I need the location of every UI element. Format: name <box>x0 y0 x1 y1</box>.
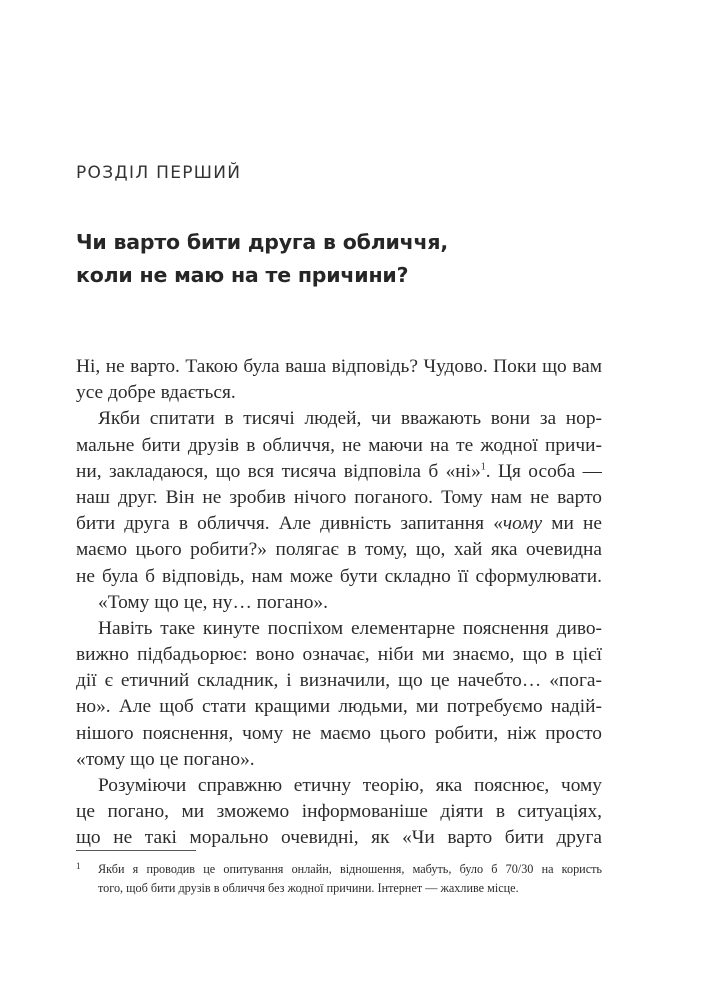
text-line: мальне бити друзів в обличчя, не маючи на те жодної причи- <box>76 434 602 456</box>
text-line <box>76 459 602 485</box>
text-line: но». Але щоб стати кращими людьми, ми потребуємо надій- <box>76 696 602 718</box>
text-line: що не такі морально очевидні, як «Чи варто бити друга <box>76 827 602 849</box>
text-line: усе добре вдається. <box>76 382 236 404</box>
chapter-title-line: коли не маю на те причини? <box>76 263 409 287</box>
text-line: вижно підбадьорює: воно означає, ніби ми знаємо, що в цієї <box>76 644 602 666</box>
text-line: наш друг. Він не зробив нічого поганого. Тому нам не варто <box>76 486 602 508</box>
footnote-divider <box>76 850 196 851</box>
text-line: нішого пояснення, чому не маємо цього робити, ніж просто <box>76 722 602 744</box>
text-line: «Тому що це, ну… погано». <box>98 591 328 613</box>
emphasis: чому <box>502 513 543 535</box>
text-segment: бити друга в обличчя. Але дивність запитання « <box>76 513 503 535</box>
text-line: Навіть таке кинуте поспіхом елементарне пояснення диво- <box>98 617 602 639</box>
text-segment: . Ця особа — <box>485 460 602 482</box>
text-line: Ні, не варто. Такою була ваша відповідь? Чудово. Поки що вам <box>76 356 602 377</box>
chapter-label: РОЗДІЛ ПЕРШИЙ <box>76 163 242 183</box>
text-line: не була б відповідь, нам може бути складно її сформулювати. <box>76 565 602 587</box>
text-line <box>76 511 602 537</box>
footnote-marker: 1 <box>76 861 81 871</box>
text-line: «тому що це погано». <box>76 748 255 770</box>
chapter-title-line: Чи варто бити друга в обличчя, <box>76 230 448 254</box>
footnote-line: того, щоб бити друзів в обличчя без жодної причини. Інтернет — жахливе місце. <box>98 881 519 895</box>
chapter-title <box>76 226 636 292</box>
footnote-line: Якби я проводив це опитування онлайн, відношення, мабуть, було б 70/30 на користь <box>98 862 602 876</box>
text-line: Якби спитати в тисячі людей, чи вважають вони за нор- <box>98 408 602 430</box>
text-line: маємо цього робити?» полягає в тому, що, хай яка очевидна <box>76 539 602 561</box>
text-line: Розуміючи справжню етичну теорію, яка пояснює, чому <box>98 775 602 796</box>
text-line: дії є етичний складник, і визначили, що це начебто… «пога- <box>76 670 602 692</box>
body-text <box>76 354 602 852</box>
text-segment: ми не <box>542 513 602 535</box>
footnote-reference[interactable]: 1 <box>480 461 486 473</box>
text-line: це погано, ми зможемо інформованіше діяти в ситуаціях, <box>76 801 602 823</box>
text-segment: ни, закладаюся, що вся тисяча відповіла б «ні» <box>76 460 481 482</box>
footnote <box>76 860 602 898</box>
